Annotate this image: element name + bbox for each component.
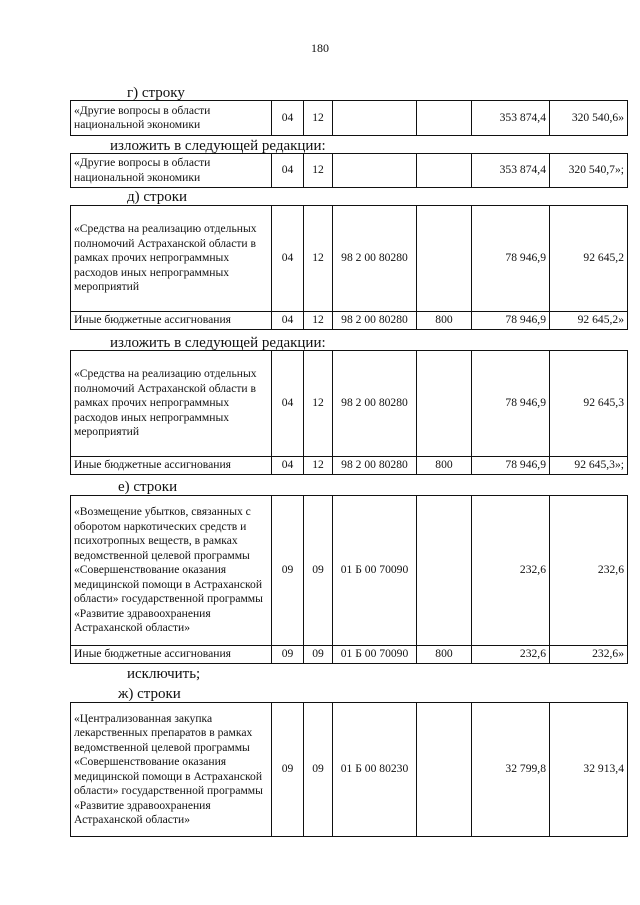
table-row bbox=[71, 351, 628, 457]
table-g-new bbox=[70, 153, 628, 188]
row-expense-type bbox=[417, 351, 472, 457]
row-sum-1: 78 946,9 bbox=[472, 206, 550, 312]
row-subsection: 12 bbox=[304, 101, 333, 136]
row-name: «Другие вопросы в области национальной экономики bbox=[71, 154, 272, 188]
section-heading-restate-1: изложить в следующей редакции: bbox=[110, 138, 326, 154]
row-name: «Централизованная закупка лекарственных препаратов в рамках ведомственной целевой программы «Совершенствование оказания медицинской помощи в Астраханской области» государственной программы «Развитие здравоохранения Астраханской области» bbox=[71, 703, 272, 837]
row-subsection: 09 bbox=[304, 646, 333, 664]
row-name: «Средства на реализацию отдельных полномочий Астраханской области в рамках прочих непрограммных расходов иных непрограммных мероприятий bbox=[71, 351, 272, 457]
row-name: «Другие вопросы в области национальной экономики bbox=[71, 101, 272, 136]
row-target-article: 01 Б 00 70090 bbox=[333, 496, 417, 646]
row-section: 09 bbox=[272, 646, 304, 664]
row-sum-2: 92 645,3 bbox=[550, 351, 628, 457]
row-name: Иные бюджетные ассигнования bbox=[71, 646, 272, 664]
row-subsection: 12 bbox=[304, 312, 333, 330]
row-sum-2: 232,6 bbox=[550, 496, 628, 646]
row-name: «Возмещение убытков, связанных с оборотом наркотических средств и психотропных веществ, в рамках ведомственной целевой программы «Совершенствование оказания медицинской помощи в Астраханской области» государственной программы «Развитие здравоохранения Астраханской области» bbox=[71, 496, 272, 646]
page-number: 180 bbox=[311, 41, 329, 55]
table-row bbox=[71, 646, 628, 664]
row-subsection: 12 bbox=[304, 457, 333, 475]
row-sum-2: 32 913,4 bbox=[550, 703, 628, 837]
table-row bbox=[71, 703, 628, 837]
row-subsection: 09 bbox=[304, 703, 333, 837]
table-row bbox=[71, 496, 628, 646]
row-subsection: 09 bbox=[304, 496, 333, 646]
row-sum-1: 353 874,4 bbox=[472, 101, 550, 136]
row-name: Иные бюджетные ассигнования bbox=[71, 457, 272, 475]
row-target-article: 98 2 00 80280 bbox=[333, 457, 417, 475]
row-section: 09 bbox=[272, 496, 304, 646]
row-sum-2: 320 540,7»; bbox=[550, 154, 628, 188]
table-g bbox=[70, 100, 628, 136]
table-row bbox=[71, 457, 628, 475]
section-heading-zh: ж) строки bbox=[118, 686, 181, 702]
row-section: 04 bbox=[272, 154, 304, 188]
row-sum-1: 78 946,9 bbox=[472, 312, 550, 330]
row-sum-2: 320 540,6» bbox=[550, 101, 628, 136]
row-sum-2: 92 645,2 bbox=[550, 206, 628, 312]
row-subsection: 12 bbox=[304, 351, 333, 457]
row-name: Иные бюджетные ассигнования bbox=[71, 312, 272, 330]
row-section: 04 bbox=[272, 101, 304, 136]
section-heading-d: д) строки bbox=[127, 189, 188, 205]
row-target-article bbox=[333, 101, 417, 136]
row-target-article bbox=[333, 154, 417, 188]
row-expense-type bbox=[417, 101, 472, 136]
table-zh bbox=[70, 702, 628, 837]
row-sum-2: 92 645,3»; bbox=[550, 457, 628, 475]
section-heading-restate-2: изложить в следующей редакции: bbox=[110, 335, 326, 351]
row-target-article: 98 2 00 80280 bbox=[333, 312, 417, 330]
row-section: 04 bbox=[272, 457, 304, 475]
row-target-article: 01 Б 00 70090 bbox=[333, 646, 417, 664]
row-subsection: 12 bbox=[304, 206, 333, 312]
table-row bbox=[71, 206, 628, 312]
row-target-article: 98 2 00 80280 bbox=[333, 351, 417, 457]
row-sum-1: 32 799,8 bbox=[472, 703, 550, 837]
row-section: 04 bbox=[272, 206, 304, 312]
row-expense-type: 800 bbox=[417, 646, 472, 664]
row-expense-type: 800 bbox=[417, 312, 472, 330]
row-target-article: 01 Б 00 80230 bbox=[333, 703, 417, 837]
row-sum-1: 232,6 bbox=[472, 496, 550, 646]
table-d-new bbox=[70, 350, 628, 475]
row-expense-type: 800 bbox=[417, 457, 472, 475]
row-section: 04 bbox=[272, 351, 304, 457]
instruction-exclude: исключить; bbox=[127, 666, 201, 682]
row-expense-type bbox=[417, 206, 472, 312]
table-row bbox=[71, 154, 628, 188]
row-sum-2: 92 645,2» bbox=[550, 312, 628, 330]
row-expense-type bbox=[417, 154, 472, 188]
row-expense-type bbox=[417, 496, 472, 646]
row-sum-1: 78 946,9 bbox=[472, 351, 550, 457]
row-target-article: 98 2 00 80280 bbox=[333, 206, 417, 312]
row-sum-1: 353 874,4 bbox=[472, 154, 550, 188]
row-expense-type bbox=[417, 703, 472, 837]
row-name: «Средства на реализацию отдельных полномочий Астраханской области в рамках прочих непрограммных расходов иных непрограммных мероприятий bbox=[71, 206, 272, 312]
row-subsection: 12 bbox=[304, 154, 333, 188]
row-section: 09 bbox=[272, 703, 304, 837]
row-sum-2: 232,6» bbox=[550, 646, 628, 664]
table-row bbox=[71, 101, 628, 136]
table-e bbox=[70, 495, 628, 664]
row-sum-1: 78 946,9 bbox=[472, 457, 550, 475]
row-section: 04 bbox=[272, 312, 304, 330]
table-row bbox=[71, 312, 628, 330]
table-d bbox=[70, 205, 628, 330]
section-heading-e: е) строки bbox=[118, 479, 178, 495]
row-sum-1: 232,6 bbox=[472, 646, 550, 664]
section-heading-g: г) строку bbox=[127, 85, 185, 101]
